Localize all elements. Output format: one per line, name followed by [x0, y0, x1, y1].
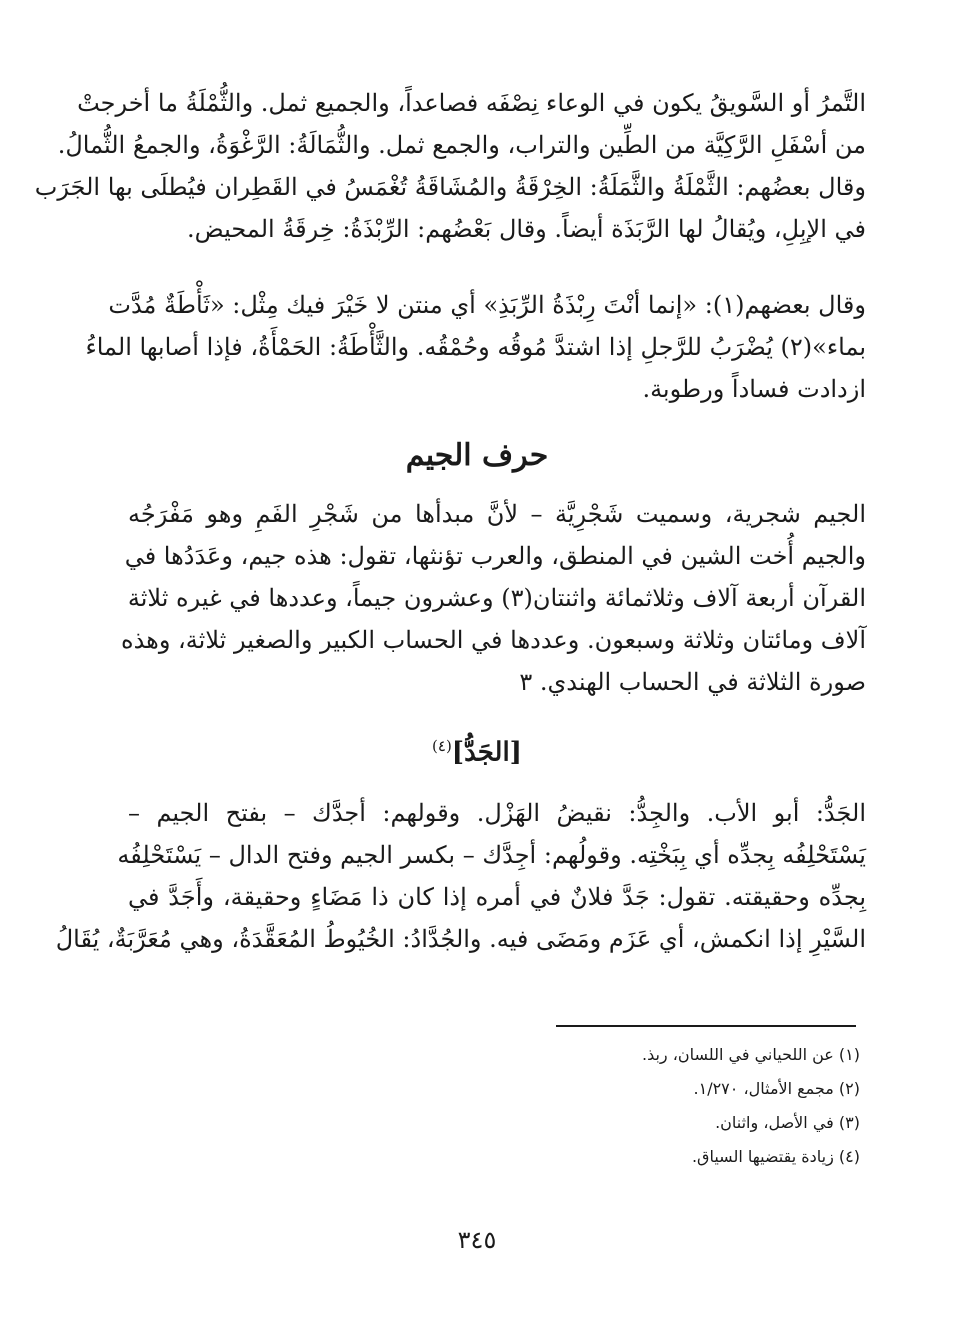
footnote-item: (٤) زيادة يقتضيها السياق. — [691, 1147, 860, 1166]
text-line: آلاف ومائتان وثلاثة وسبعون. وعددها في الحساب الكبير والصغير ثلاثة، وهذه — [121, 626, 866, 654]
entry-heading-text: [الجَدُّ] — [451, 737, 522, 768]
section-heading: حرف الجيم — [405, 438, 549, 473]
page-number: ٣٤٥ — [457, 1226, 497, 1254]
footnote-separator — [556, 1025, 856, 1027]
text-line: السَّيْرِ إذا انكمش، أي عَزَم ومَضَى فيه. والجُدَّادُ: الخُيُوطُ المُعَقَّدَةُ، وهي مُعَرَّبَةٌ، يُقَالُ — [55, 925, 866, 953]
text-line: بماء»(٢) يُضْرَبُ للرَّجلِ إذا اشتدَّ مُوقُه وحُمْقُه. والثَّأْطَةُ: الحَمْأَةُ، فإذا أصابها الماءُ — [85, 333, 866, 361]
text-line: القرآن أربعة آلاف وثلاثمائة واثنتان(٣) وعشرون جيماً، وعددها في غيره ثلاثة — [127, 584, 866, 612]
text-line: الجيم شجرية، وسميت شَجْرِيَّة – لأنَّ مبدأها من شَجْرِ الفَمِ وهو مَفْرَجُه — [128, 500, 866, 528]
footnote-ref: (٤) — [432, 737, 452, 755]
paragraph-3 — [121, 493, 866, 703]
text-line: ازدادت فساداً ورطوبة. — [642, 375, 866, 403]
text-line: من أسْفَلِ الرَّكِيَّة من الطِّين والتراب، والجمع ثمل. والثُّمَالَةُ: الرَّغْوَةُ، والجمعُ الثُّمالُ. — [57, 131, 866, 159]
footnote-item: (٣) في الأصل، واثنان. — [715, 1113, 860, 1132]
footnote-item: (١) عن اللحياني في اللسان، ربذ. — [641, 1045, 860, 1064]
text-line: الجَدُّ: أبو الأب. والجِدُّ: نقيضُ الهَزْل. وقولهم: أجدَّك – بفتح الجيم – — [128, 799, 866, 827]
text-line: بِجدِّه وحقيقته. تقول: جَدَّ فلانٌ في أمره إذا كان ذا مَضَاءٍ وحقيقة، وأَجَدَّ في — [128, 883, 866, 911]
paragraph-4 — [55, 792, 866, 960]
text-line: صورة الثلاثة في الحساب الهندي. ٣ — [519, 668, 866, 696]
text-line: يَسْتَحْلِفُه بِجدِّه أي بِبَخْتِه. وقولُهم: أجِدَّك – بكسر الجيم وفتح الدال – يَسْتَحْلِفُه — [117, 841, 866, 869]
paragraph-1 — [34, 82, 866, 250]
footnotes — [556, 1038, 860, 1174]
paragraph-2 — [85, 284, 866, 410]
text-line: وقال بعضُهم: الثَّمْلَةُ والثَّمَلَةُ: الخِرْقَةُ والمُشَاقَةُ تُغْمَسُ في القَطِران فيُطلَى بها الجَرَب — [34, 173, 866, 201]
text-line: في الإبِلِ، ويُقالُ لها الرَّبَذَة أيضاً. وقال بَعْضُهم: الرِّبْذَةُ: خِرقَةُ المحيض. — [187, 215, 866, 243]
text-line: التَّمرُ أو السَّويقُ يكون في الوعاء نِصْفَه فصاعداً، والجميع ثمل. والثُّمْلَةُ ما أخرجتْ — [77, 89, 866, 117]
text-line: والجيم أُخت الشين في المنطق، والعرب تؤنثها، تقول: هذه جيم، وعَدَدُها في — [124, 542, 866, 570]
entry-heading — [0, 728, 954, 771]
footnote-item: (٢) مجمع الأمثال، ١/٢٧٠. — [693, 1079, 860, 1098]
text-line: وقال بعضهم(١): «إنما أنْتَ رِبْذَةُ الرِّبَذِ» أي منتن لا خَيْرَ فيك مِثْل: «ثَأْطَةٌ مُدَّت — [108, 291, 866, 319]
